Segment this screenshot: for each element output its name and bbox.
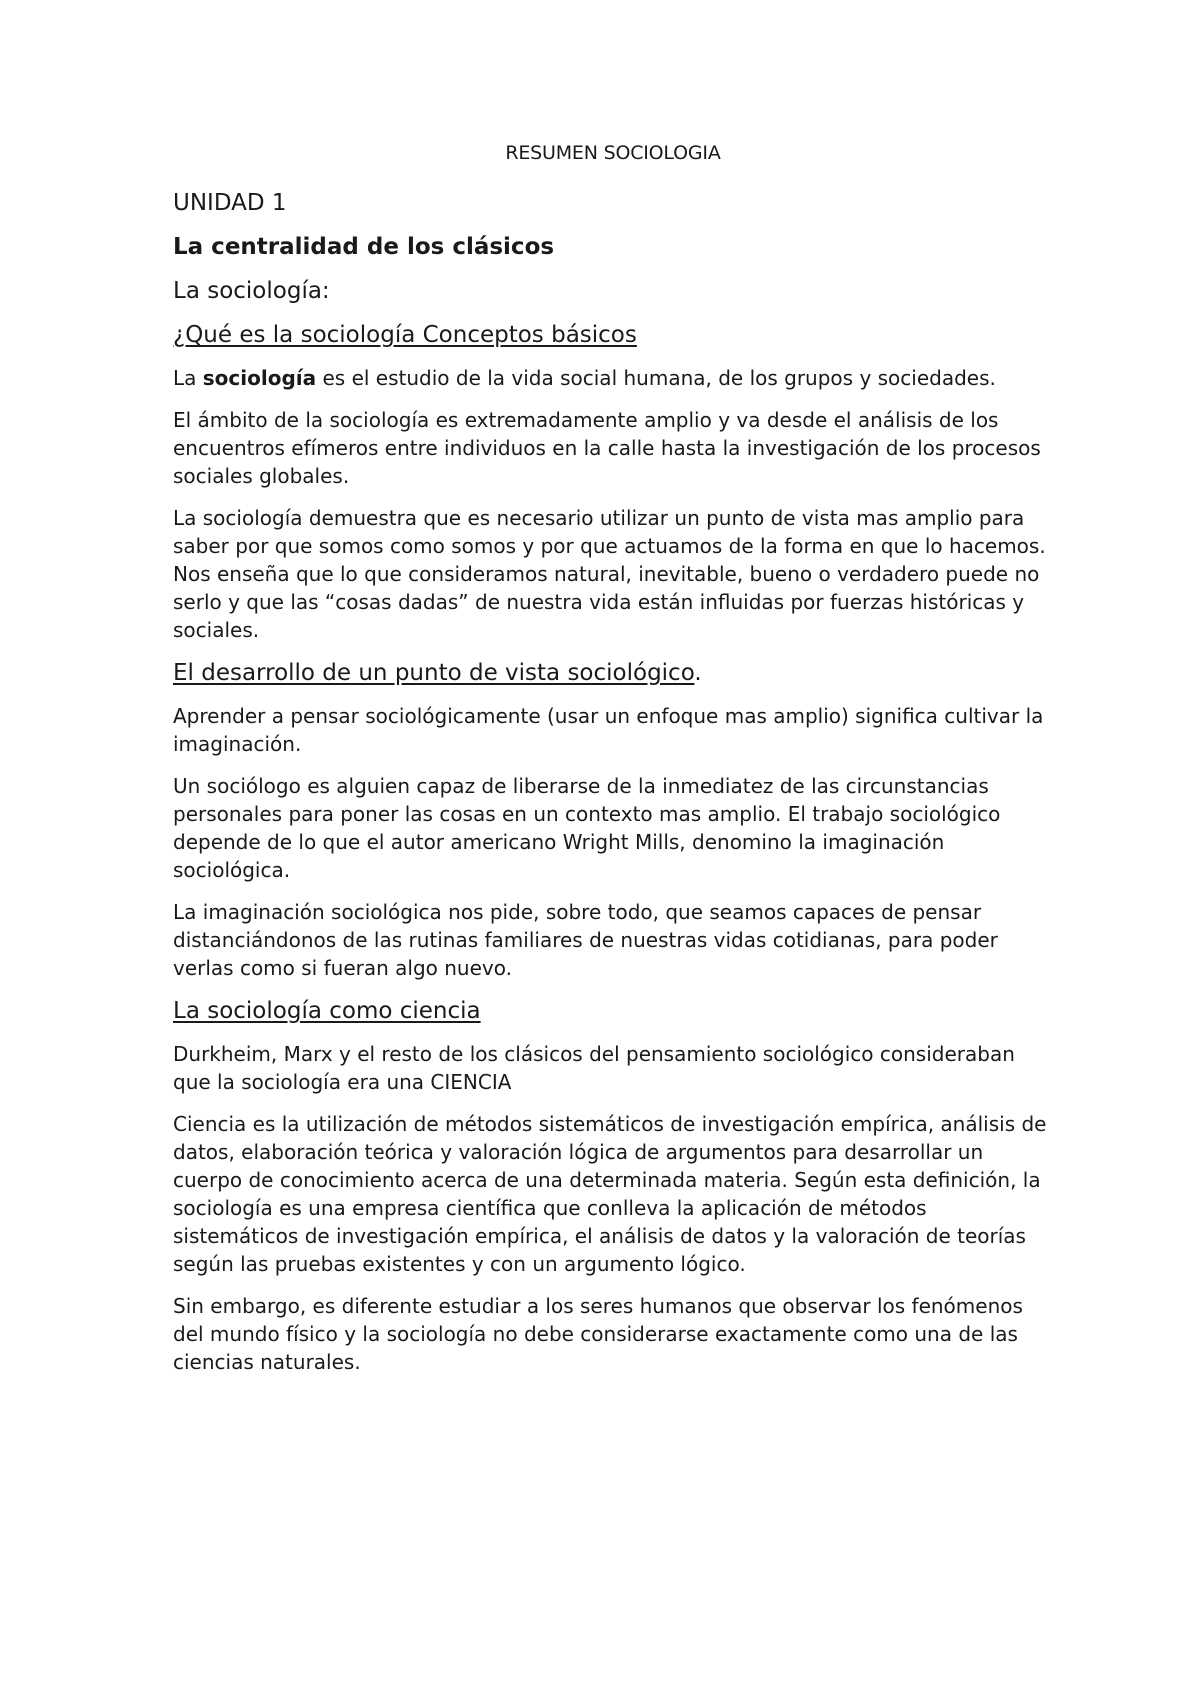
section-3-paragraph-3: Sin embargo, es diferente estudiar a los seres humanos que observar los fenómenos del mundo físico y la sociología no debe considerarse exactamente como una de las ciencias naturales. bbox=[173, 1294, 1023, 1374]
section-2-heading: El desarrollo de un punto de vista sociológico bbox=[173, 660, 695, 686]
unit-label: UNIDAD 1 bbox=[173, 190, 287, 216]
section-2-paragraph-1: Aprender a pensar sociológicamente (usar un enfoque mas amplio) significa cultivar la imaginación. bbox=[173, 704, 1044, 756]
heading-period: . bbox=[694, 660, 702, 686]
document-title: RESUMEN SOCIOLOGIA bbox=[505, 142, 721, 164]
section-1-heading: ¿Qué es la sociología Conceptos básicos bbox=[173, 322, 637, 348]
section-2-paragraph-3: La imaginación sociológica nos pide, sobre todo, que seamos capaces de pensar distanciándonos de las rutinas familiares de nuestras vidas cotidianas, para poder verlas como si fueran algo nuevo. bbox=[173, 900, 998, 980]
section-1-paragraph-3: La sociología demuestra que es necesario utilizar un punto de vista mas amplio para saber por que somos como somos y por que actuamos de la forma en que lo hacemos. Nos enseña que lo que consideramos natural, inevitable, bueno o verdadero puede no serlo y que las “cosas dadas” de nuestra vida están influidas por fuerzas históricas y sociales. bbox=[173, 506, 1046, 642]
bold-term: sociología bbox=[202, 366, 317, 390]
section-1-paragraph-1 bbox=[173, 364, 1053, 392]
paragraph-text: La bbox=[173, 366, 203, 390]
section-2-paragraph-2: Un sociólogo es alguien capaz de liberarse de la inmediatez de las circunstancias personales para poner las cosas en un contexto mas amplio. El trabajo sociológico depende de lo que el autor americano Wright Mills, denomino la imaginación sociológica. bbox=[173, 774, 1001, 882]
section-3-paragraph-2: Ciencia es la utilización de métodos sistemáticos de investigación empírica, análisis de datos, elaboración teórica y valoración lógica de argumentos para desarrollar un cuerpo de conocimiento acerca de una determinada materia. Según esta definición, la sociología es una empresa científica que conlleva la aplicación de métodos sistemáticos de investigación empírica, el análisis de datos y la valoración de teorías según las pruebas existentes y con un argumento lógico. bbox=[173, 1112, 1047, 1276]
subheading: La sociología: bbox=[173, 278, 330, 304]
section-1-paragraph-2: El ámbito de la sociología es extremadamente amplio y va desde el análisis de los encuentros efímeros entre individuos en la calle hasta la investigación de los procesos sociales globales. bbox=[173, 408, 1041, 488]
section-3-heading: La sociología como ciencia bbox=[173, 998, 481, 1024]
section-2-heading-row bbox=[173, 658, 1053, 688]
paragraph-text: es el estudio de la vida social humana, de los grupos y sociedades. bbox=[316, 366, 996, 390]
section-3-paragraph-1: Durkheim, Marx y el resto de los clásicos del pensamiento sociológico consideraban que la sociología era una CIENCIA bbox=[173, 1042, 1015, 1094]
document-page bbox=[173, 140, 1053, 1390]
section-heading: La centralidad de los clásicos bbox=[173, 234, 555, 260]
